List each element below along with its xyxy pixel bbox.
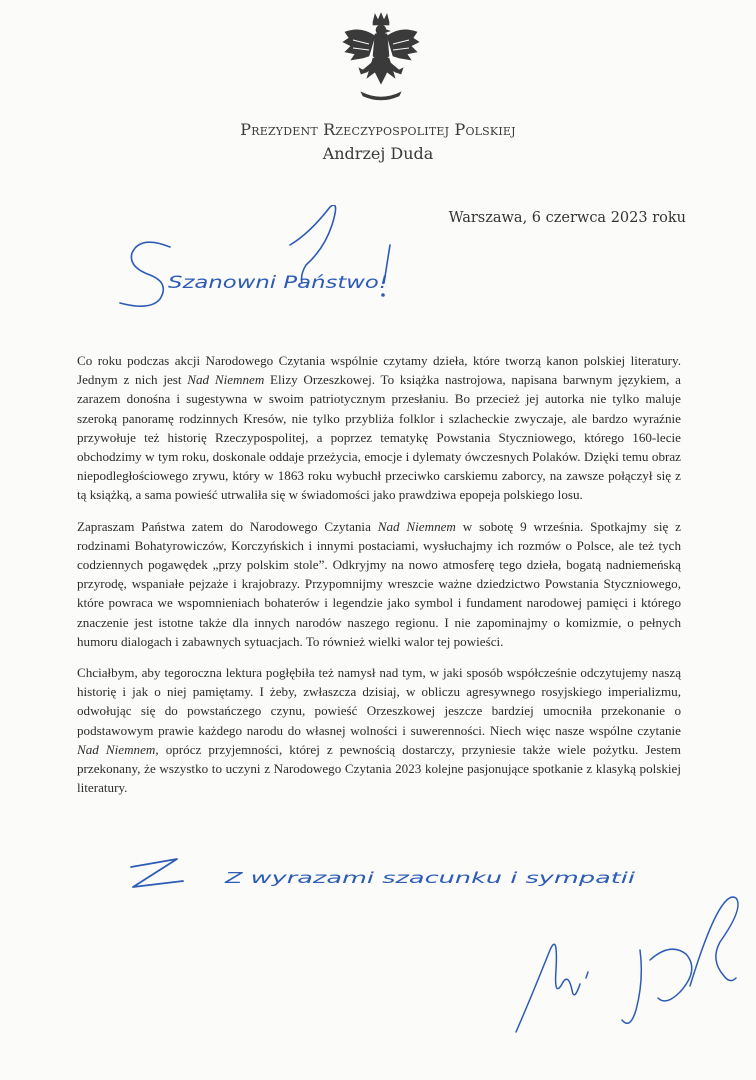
letter-body bbox=[77, 351, 681, 809]
paragraph-3 bbox=[77, 663, 681, 797]
paragraph-text: w sobotę 9 września. Spotkajmy się z rodzinami Bohatyrowiczów, Korczyńskich i innymi postaciami, wysłuchajmy ich rozmów o Polsce, ale też tych codziennych pogawędek „przy polskim stole”. Odkryjmy na nowo atmosferę tego dzieła, bogatą nadniemeńską przyrodę, wspaniałe pejzaże i krajobrazy. Przypomnijmy wreszcie ważne dziedzictwo Powstania Styczniowego, które powraca we wspomnieniach bohaterów i legendzie jako symbol i fundament narodowej pamięci i którego znaczenie jest istotne także dla innych narodów naszego regionu. I nie zapominajmy o komizmie, o pełnych humoru dialogach i zabawnych sytuacjach. To również wielki walor tej powieści. bbox=[77, 518, 681, 649]
book-title-italic: Nad Niemnem bbox=[377, 518, 456, 534]
closing-text: Z wyrazami szacunku i sympatii bbox=[223, 869, 637, 887]
greeting-text: Szanowni Państwo! bbox=[168, 273, 388, 293]
book-title-italic: Nad Niemnem bbox=[77, 741, 156, 757]
book-title-italic: Nad Niemnem bbox=[187, 372, 265, 388]
letter-date: Warszawa, 6 czerwca 2023 roku bbox=[448, 210, 686, 226]
letterhead-title: Prezydent Rzeczypospolitej Polskiej bbox=[240, 120, 516, 139]
paragraph-text: Chciałbym, aby tegoroczna lektura pogłębiła też namysł nad tym, w jaki sposób współcześnie odczytujemy naszą historię i jak o niej pamiętamy. I żeby, zwłaszcza dzisiaj, w obliczu agresywnego rosyjskiego imperializmu, odwołując się do powstańczego czynu, powieść Orzeszkowej jeszcze bardziej umocniła przekonanie o podstawowym prawie każdego narodu do własnej wolności i suwerenności. Niech więc nasze wspólne czytanie bbox=[77, 665, 681, 738]
paragraph-text: Co roku podczas akcji Narodowego Czytania wspólnie czytamy dzieła, które tworzą kanon polskiej literatury. Jednym z nich jest bbox=[77, 353, 681, 388]
paragraph-text: , oprócz przyjemności, której z pewnością dostarczy, przyniesie także wiele pożytku. Jestem przekonany, że wszystko to uczyni z Narodowego Czytania 2023 kolejne pasjonujące spotkanie z klasyką polskiej literatury. bbox=[77, 741, 681, 796]
paragraph-2 bbox=[77, 517, 681, 651]
handwritten-greeting bbox=[110, 205, 450, 325]
paragraph-1 bbox=[77, 351, 681, 505]
polish-eagle-emblem-icon bbox=[339, 12, 423, 104]
letterhead-name: Andrzej Duda bbox=[322, 144, 434, 163]
signature-icon bbox=[510, 880, 750, 1040]
paragraph-text: Elizy Orzeszkowej. To książka nastrojowa, napisana barwnym językiem, a zarazem donośna i sugestywna w swoim patriotycznym przesłaniu. Bo przecież jej autorka nie tylko maluje szeroką panoramę rodzinnych Kresów, nie tylko przybliża folklor i szlacheckie zwyczaje, ale bardzo wyraźnie przywołuje też historię Rzeczypospolitej, a poprzez tematykę Powstania Styczniowego, którego 160-lecie obchodzimy w tym roku, doskonale oddaje przeżycia, emocje i dylematy ówczesnych Polaków. Dzięki temu obraz niepodległościowego zrywu, który w 1863 roku wybuchł przeciwko carskiemu zaborcy, na zawsze połączył się z tą książką, a sama powieść utrwaliła się w świadomości jako prawdziwa epopeja polskiego losu. bbox=[77, 372, 681, 503]
paragraph-text: Zapraszam Państwa zatem do Narodowego Czytania bbox=[77, 518, 378, 534]
